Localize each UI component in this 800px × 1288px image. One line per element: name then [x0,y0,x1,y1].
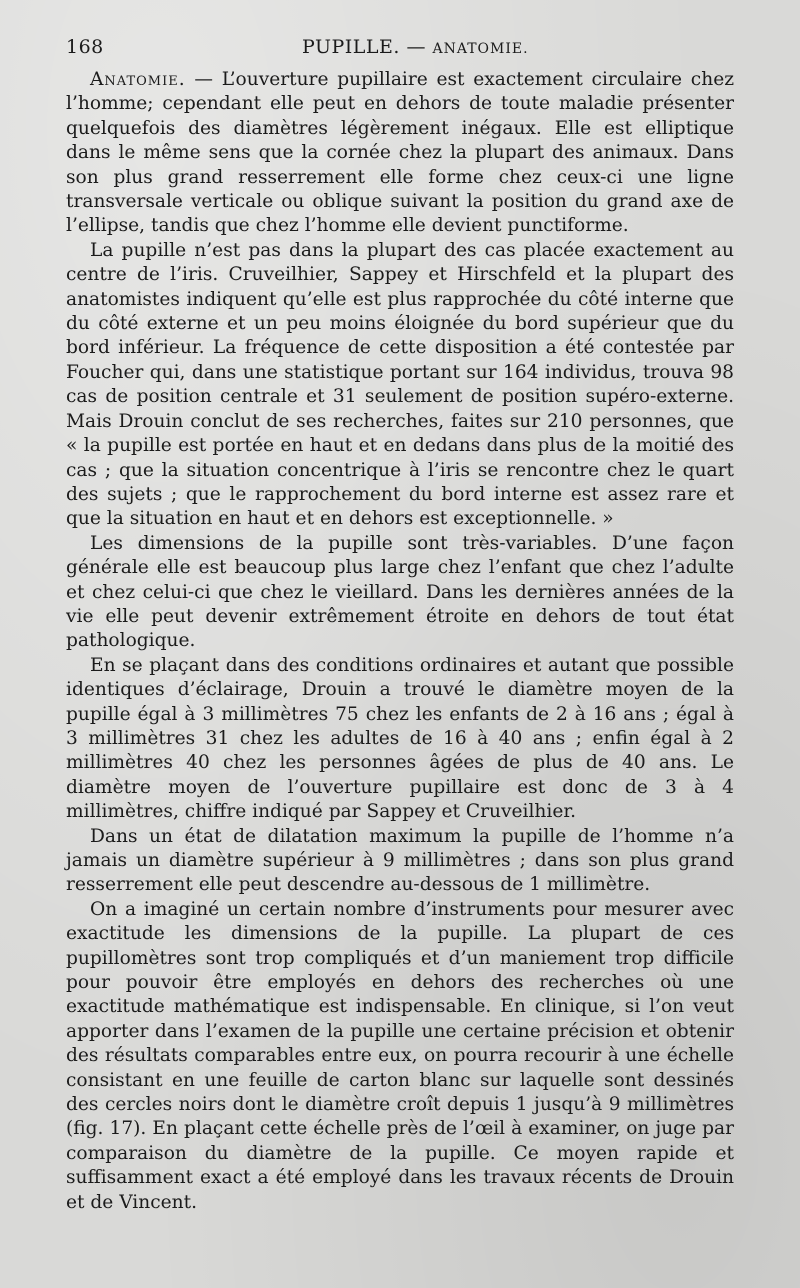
paragraph-anatomie [66,68,734,239]
running-title-section: ANATOMIE. [432,41,529,57]
paragraph-pupillometres: On a imaginé un certain nombre d’instruments pour mesurer avec exactitude les dimensions de la pupille. La plupart de ces pupillomètres sont trop compliqués et d’un maniement trop difficile pour pouvoir être employés en dehors des recherches où une exactitude mathématique est indispensable. En clinique, si l’on veut apporter dans l’examen de la pupille une certaine précision et obtenir des résultats comparables entre eux, on pourra recourir à une échelle consistant en une feuille de carton blanc sur laquelle sont dessinés des cercles noirs dont le diamètre croît depuis 1 jusqu’à 9 millimètres (fig. 17). En plaçant cette échelle près de l’œil à examiner, on juge par comparaison du diamètre de la pupille. Ce moyen rapide et suffisamment exact a été employé dans les travaux récents de Drouin et de Vincent. [66,898,734,1213]
running-title-main: PUPILLE. [302,36,400,58]
paragraph-text: — L’ouverture pupillaire est exactement circulaire chez l’homme; cependant elle peut en dehors de toute maladie présenter quelquefois des diamètres légèrement inégaux. Elle est elliptique dans le même sens que la cornée chez la plupart des animaux. Dans son plus grand resserrement elle forme chez ceux-ci une ligne transversale verticale ou oblique suivant la position du grand axe de l’ellipse, tandis que chez l’homme elle devient punctiforme. [66,69,734,237]
running-head [66,36,734,64]
paragraph-dimensions: Les dimensions de la pupille sont très-variables. D’une façon générale elle est beaucoup plus large chez l’enfant que chez l’adulte et chez celui-ci que chez le vieillard. Dans les dernières années de la vie elle peut devenir extrêmement étroite en dehors de tout état pathologique. [66,532,734,652]
running-title-dash: — [399,36,433,58]
paragraph-position: La pupille n’est pas dans la plupart des cas placée exactement au centre de l’iris. Cruveilhier, Sappey et Hirschfeld et la plupart des anatomistes indiquent qu’elle est plus rapprochée du côté interne que du côté externe et un peu moins éloignée du bord supérieur que du bord inférieur. La fréquence de cette disposition a été contestée par Foucher qui, dans une statistique portant sur 164 individus, trouva 98 cas de position centrale et 31 seulement de position supéro-externe. Mais Drouin conclut de ses recherches, faites sur 210 personnes, que « la pupille est portée en haut et en dedans dans plus de la moitié des cas ; que la situation concentrique à l’iris se rencontre chez le quart des sujets ; que le rapprochement du bord interne est assez rare et que la situation en haut et en dehors est exceptionnelle. » [66,239,734,530]
paragraph-drouin-measures: En se plaçant dans des conditions ordinaires et autant que possible identiques d’éclairage, Drouin a trouvé le diamètre moyen de la pupille égal à 3 millimètres 75 chez les enfants de 2 à 16 ans ; égal à 3 millimètres 31 chez les adultes de 16 à 40 ans ; enfin égal à 2 millimètres 40 chez les personnes âgées de plus de 40 ans. Le diamètre moyen de l’ouverture pupillaire est donc de 3 à 4 millimètres, chiffre indiqué par Sappey et Cruveilhier. [66,654,734,823]
running-title [302,36,529,58]
section-lead: Anatomie. [90,69,186,90]
body-text [66,68,734,1215]
paragraph-dilatation: Dans un état de dilatation maximum la pupille de l’homme n’a jamais un diamètre supérieur à 9 millimètres ; dans son plus grand resserrement elle peut descendre au-dessous de 1 millimètre. [66,825,734,896]
page-number: 168 [66,36,104,58]
book-page [66,36,734,1215]
